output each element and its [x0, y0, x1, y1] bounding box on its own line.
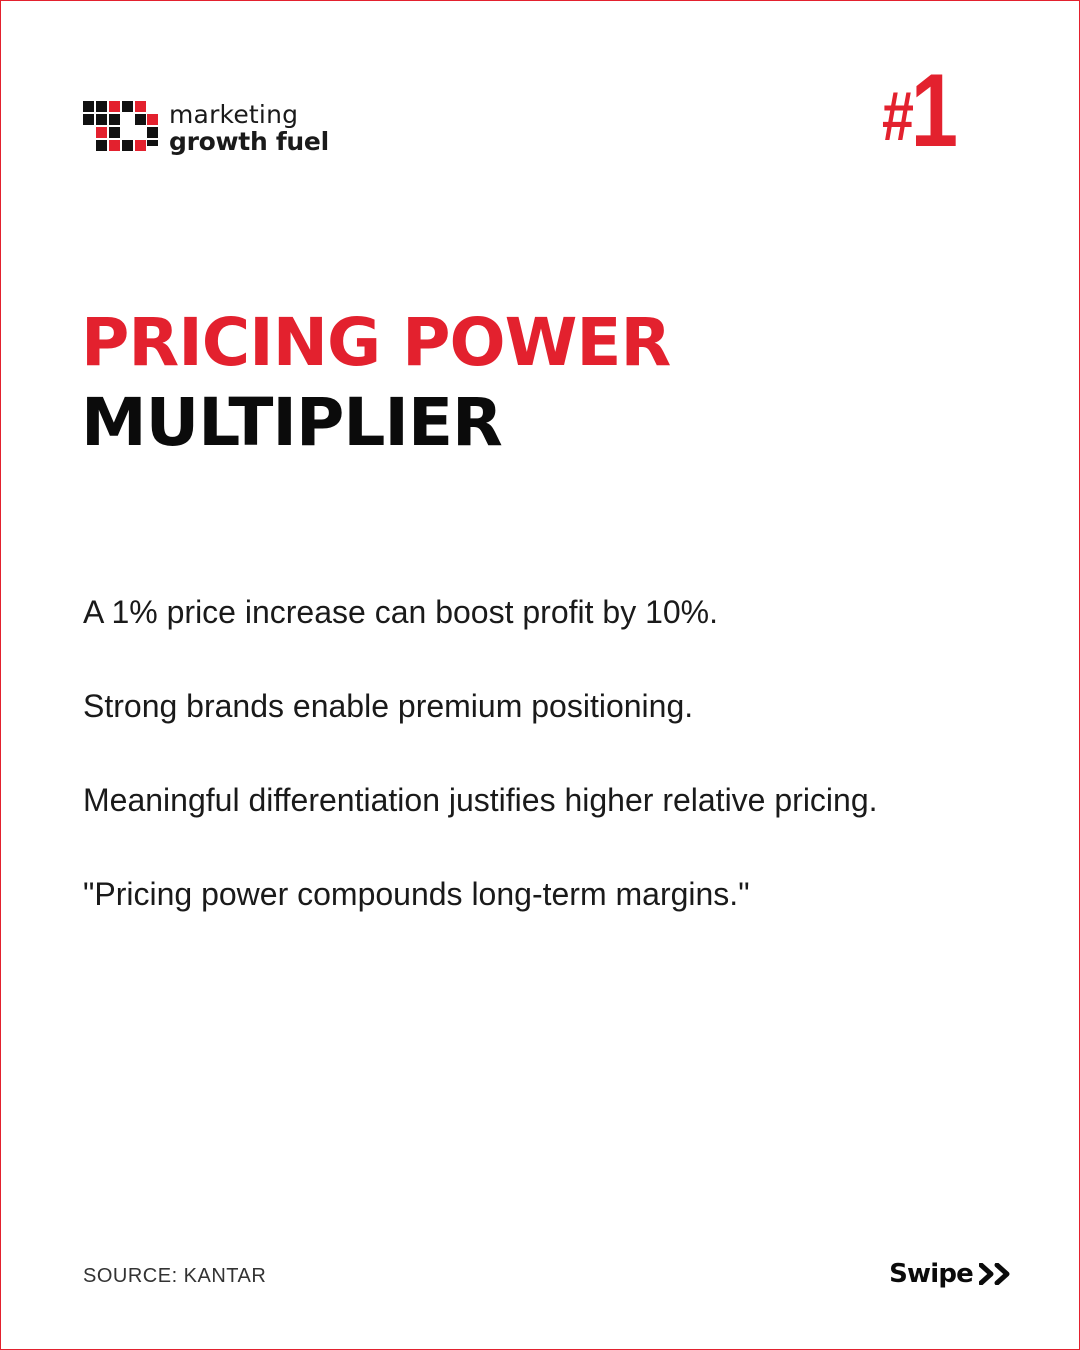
- slide-number-hash: #: [882, 77, 911, 155]
- headline-line-2: MULTIPLIER: [81, 384, 502, 461]
- slide-number-value: 1: [910, 53, 955, 169]
- body-paragraph: A 1% price increase can boost profit by 10%.: [83, 594, 719, 630]
- brand-line-2: growth fuel: [169, 127, 329, 156]
- body-paragraph: Strong brands enable premium positioning.: [83, 688, 694, 724]
- double-chevron-right-icon: [979, 1263, 1015, 1285]
- source-credit: SOURCE: KANTAR: [83, 1265, 267, 1287]
- swipe-label: Swipe: [889, 1259, 973, 1289]
- brand-name: [169, 101, 409, 155]
- body-quote: "Pricing power compounds long-term margins.": [83, 876, 750, 912]
- swipe-button[interactable]: [889, 1259, 1015, 1289]
- body-paragraph: Meaningful differentiation justifies higher relative pricing.: [83, 782, 878, 818]
- slide-number: [882, 53, 955, 169]
- headline: [81, 303, 670, 463]
- headline-line-1: PRICING POWER: [81, 304, 671, 381]
- body-text: [83, 589, 943, 965]
- pixel-block-d-logo-icon: [83, 101, 159, 157]
- brand-line-1: marketing: [169, 100, 299, 129]
